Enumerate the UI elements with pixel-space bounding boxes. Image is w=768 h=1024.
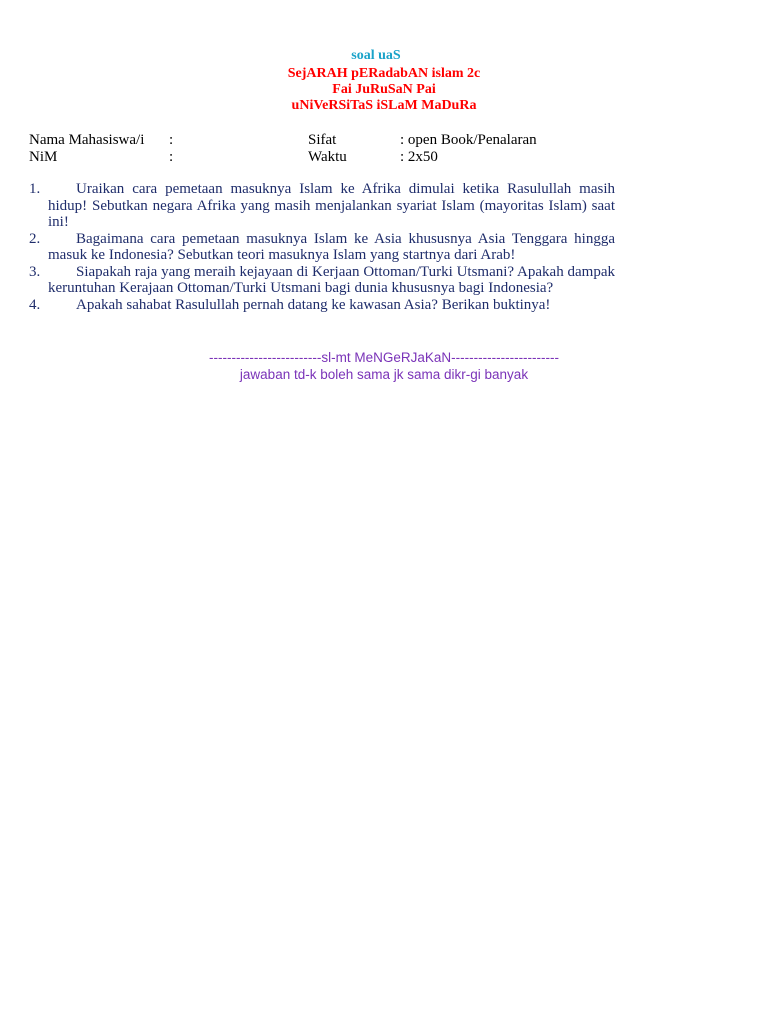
- footer-closing: -------------------------sl-mt MeNGeRJaKaN------------------------: [208, 350, 560, 365]
- question-number: 1.: [29, 181, 41, 197]
- question-text: Apakah sahabat Rasulullah pernah datang ke kawasan Asia? Berikan buktinya!: [76, 296, 551, 313]
- sifat-value: : open Book/Penalaran: [400, 132, 537, 148]
- nim-colon: :: [169, 149, 174, 165]
- waktu-label: Waktu: [308, 149, 347, 165]
- course-title: SejARAH pERadabAN islam 2c: [287, 66, 481, 81]
- question-text: Siapakah raja yang meraih kejayaan di Kerjaan Ottoman/Turki Utsmani? Apakah dampak keruntuhan Kerajaan Ottoman/Turki Utsmani bagi dunia khususnya bagi Indonesia?: [48, 263, 615, 296]
- question-item: [29, 181, 615, 231]
- question-number: 2.: [29, 230, 41, 247]
- nim-label: NiM: [29, 149, 58, 165]
- footer-note: jawaban td-k boleh sama jk sama dikr-gi banyak: [239, 367, 529, 382]
- question-item: [29, 297, 615, 314]
- question-text: Bagaimana cara pemetaan masuknya Islam ke Asia khususnya Asia Tenggara hingga masuk ke Indonesia? Sebutkan teori masuknya Islam yang startnya dari Arab!: [48, 230, 615, 263]
- question-number: 4.: [29, 296, 41, 313]
- question-list: [29, 181, 615, 313]
- department-title: Fai JuRuSaN Pai: [332, 82, 436, 97]
- university-title: uNiVeRSiTaS iSLaM MaDuRa: [291, 98, 477, 113]
- waktu-value: : 2x50: [400, 149, 438, 165]
- question-item: [29, 231, 615, 264]
- sifat-label: Sifat: [308, 132, 337, 148]
- question-number: 3.: [29, 263, 41, 280]
- question-text: Uraikan cara pemetaan masuknya Islam ke Afrika dimulai ketika Rasulullah masih hidup! Sebutkan negara Afrika yang masih menjalankan syariat Islam (mayoritas Islam) saat ini!: [48, 181, 615, 230]
- question-item: [29, 264, 615, 297]
- name-label: Nama Mahasiswa/i: [29, 132, 145, 148]
- name-colon: :: [169, 132, 174, 148]
- exam-subtitle: soal uaS: [351, 48, 401, 63]
